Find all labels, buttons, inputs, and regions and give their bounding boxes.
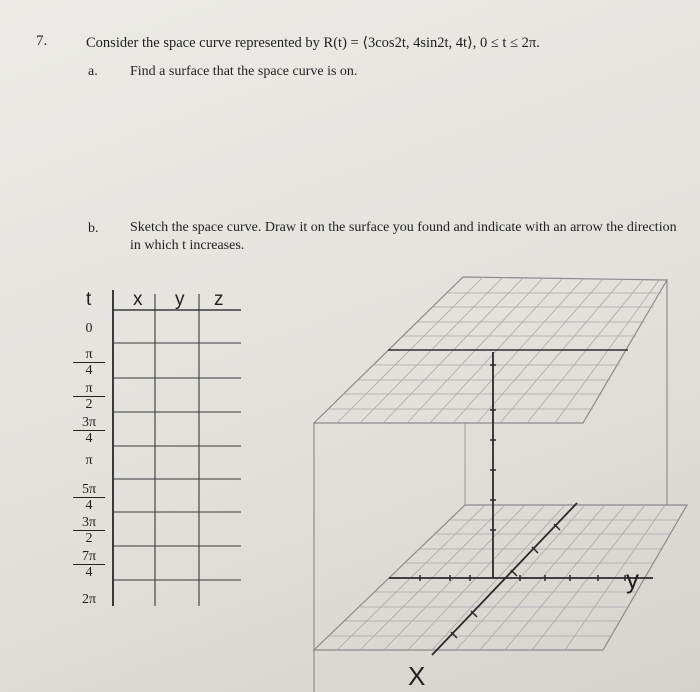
fraction-denominator: 2 bbox=[85, 397, 93, 412]
fraction-denominator: 4 bbox=[85, 431, 93, 446]
fraction-numerator: 3π bbox=[73, 515, 105, 531]
table-header-x: x bbox=[133, 289, 143, 310]
part-a-text: Find a surface that the space curve is on. bbox=[130, 64, 358, 79]
fraction-denominator: 2 bbox=[85, 531, 93, 546]
fraction-numerator: 7π bbox=[73, 549, 105, 565]
part-b-letter: b. bbox=[88, 221, 99, 236]
table-cell-t-2pi: 2π bbox=[81, 592, 97, 607]
table-header-y: y bbox=[175, 289, 185, 310]
axes-3d-sketch bbox=[314, 277, 687, 692]
y-axis-label: y bbox=[626, 564, 639, 594]
fraction-denominator: 4 bbox=[85, 565, 93, 580]
table-cell-t-7pi-over-4 bbox=[67, 549, 111, 580]
fraction-numerator: 3π bbox=[73, 415, 105, 431]
value-table-grid bbox=[113, 290, 241, 606]
fraction-denominator: 4 bbox=[85, 363, 93, 378]
table-cell-t-3pi-over-2 bbox=[67, 515, 111, 546]
table-cell-t-3pi-over-4 bbox=[67, 415, 111, 446]
fraction-denominator: 4 bbox=[85, 498, 93, 513]
table-cell-t-0: 0 bbox=[85, 321, 93, 336]
fraction-numerator: π bbox=[73, 347, 105, 363]
part-a-letter: a. bbox=[88, 64, 98, 79]
table-cell-t-pi: π bbox=[85, 453, 93, 468]
table-cell-t-5pi-over-4 bbox=[67, 482, 111, 513]
table-header-t: t bbox=[86, 289, 92, 310]
x-axis-label: X bbox=[408, 661, 426, 691]
question-text: Consider the space curve represented by R(t) = ⟨3cos2t, 4sin2t, 4t⟩, 0 ≤ t ≤ 2π. bbox=[86, 35, 540, 51]
fraction-numerator: 5π bbox=[73, 482, 105, 498]
table-header-z: z bbox=[214, 289, 224, 310]
table-cell-t-pi-over-2 bbox=[67, 381, 111, 412]
table-cell-t-pi-over-4 bbox=[67, 347, 111, 378]
part-b-text: Sketch the space curve. Draw it on the surface you found and indicate with an arrow the direction in which t increases. bbox=[130, 220, 677, 253]
question-number: 7. bbox=[36, 33, 48, 49]
fraction-numerator: π bbox=[73, 381, 105, 397]
